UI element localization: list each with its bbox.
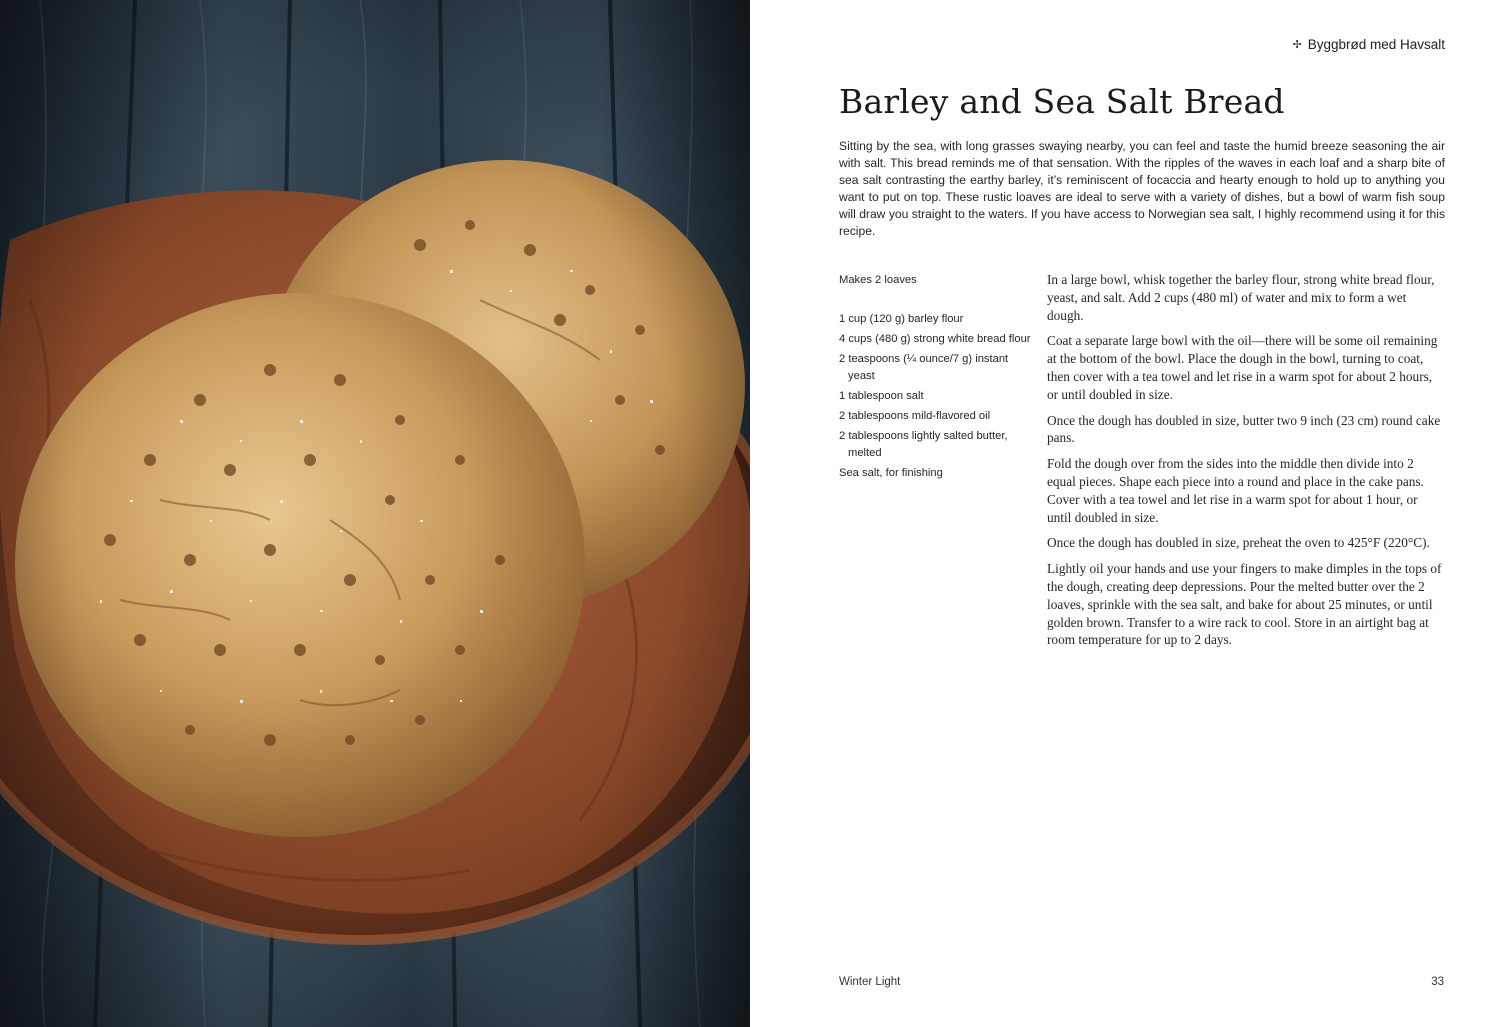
ingredient-item: 2 tablespoons lightly salted butter, melted <box>839 430 1008 459</box>
method-step: Once the dough has doubled in size, butter two 9 inch (23 cm) round cake pans. <box>1047 412 1441 446</box>
method-column <box>1047 271 1445 657</box>
method-step: Lightly oil your hands and use your fingers to make dimples in the tops of the dough, creating deep depressions. Pour the melted butter over the 2 loaves, sprinkle with the sea salt, and bake for about 25 minutes, or until golden brown. Transfer to a wire rack to cool. Store in an airtight bag at room temperature for up to 2 days. <box>1047 561 1442 648</box>
ingredient-item: 1 cup (120 g) barley flour <box>839 313 964 325</box>
ingredient-item: 2 tablespoons mild-flavored oil <box>839 410 991 422</box>
ornament-icon: ✢ <box>1292 39 1302 51</box>
running-head-text: Byggbrød med Havsalt <box>1307 37 1445 52</box>
ingredient-item: Sea salt, for finishing <box>839 467 943 479</box>
ingredient-item: 1 tablespoon salt <box>839 390 924 402</box>
recipe-intro: Sitting by the sea, with long grasses swaying nearby, you can feel and taste the humid breeze seasoning the air with salt. This bread reminds me of that sensation. With the ripples of the waves in each loaf and a sharp bite of sea salt contrasting the earthy barley, it’s reminiscent of focaccia and hearty enough to hold up to anything you want to put on top. These rustic loaves are ideal to serve with a variety of dishes, but a bowl of warm fish soup will draw you straight to the waters. If you have access to Norwegian sea salt, I highly recommend using it for this recipe. <box>839 139 1445 238</box>
method-step: Coat a separate large bowl with the oil—there will be some oil remaining at the bottom of the bowl. Place the dough in the bowl, turning to coat, then cover with a tea towel and let rise in a warm spot for about 2 hours, or until doubled in size. <box>1047 333 1438 402</box>
recipe-page <box>750 0 1500 1027</box>
method-step: In a large bowl, whisk together the barley flour, strong white bread flour, yeast, and salt. Add 2 cups (480 ml) of water and mix to form a wet dough. <box>1047 272 1435 323</box>
recipe-yield: Makes 2 loaves <box>839 274 917 286</box>
running-head <box>1292 37 1445 52</box>
footer-section-name: Winter Light <box>839 976 901 988</box>
page-number: 33 <box>1431 976 1444 988</box>
recipe-title: Barley and Sea Salt Bread <box>839 82 1285 121</box>
ingredient-item: 2 teaspoons (¼ ounce/7 g) instant yeast <box>839 353 1009 382</box>
method-step: Once the dough has doubled in size, preheat the oven to 425°F (220°C). <box>1047 535 1430 551</box>
method-step: Fold the dough over from the sides into the middle then divide into 2 equal pieces. Shape each piece into a round and place in the cake pans. Cover with a tea towel and let rise in a warm spot for about 1 hour, or until doubled in size. <box>1047 456 1424 525</box>
ingredient-list <box>839 311 1034 482</box>
ingredient-item: 4 cups (480 g) strong white bread flour <box>839 333 1031 345</box>
ingredients-column <box>839 272 1034 485</box>
